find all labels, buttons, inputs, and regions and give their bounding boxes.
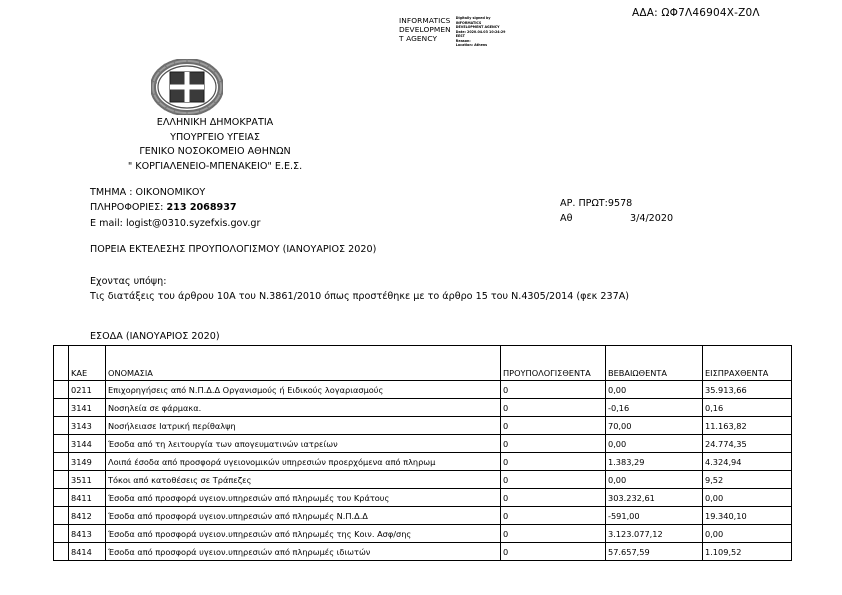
row-spacer (54, 399, 69, 417)
cell-assessed: 0,00 (606, 471, 703, 489)
having-regard-label: Εχοντας υπόψη: (90, 276, 167, 287)
cell-collected: 19.340,10 (703, 507, 792, 525)
signature-detail-line-7: Location: Athens (455, 43, 488, 47)
cell-budgeted: 0 (501, 507, 606, 525)
email-label: E mail: (90, 217, 123, 229)
cell-budgeted: 0 (501, 435, 606, 453)
cell-kae: 0211 (69, 381, 106, 399)
cell-name: Νοσήλειασε Ιατρική περίθαλψη (106, 417, 501, 435)
info-line (90, 200, 260, 215)
row-spacer (54, 525, 69, 543)
organization-heading (0, 116, 430, 174)
row-spacer (54, 471, 69, 489)
table-row (54, 507, 792, 525)
cell-assessed: 57.657,59 (606, 543, 703, 561)
table-caption: ΕΣΟΔΑ (ΙΑΝΟΥΑΡΙΟΣ 2020) (90, 331, 220, 342)
org-line-hospital-name: " ΚΟΡΓΙΑΛΕΝΕΙΟ-ΜΠΕΝΑΚΕΙΟ" Ε.Ε.Σ. (127, 160, 303, 172)
cell-kae: 8411 (69, 489, 106, 507)
coat-of-arms-icon (151, 59, 223, 115)
row-spacer (54, 507, 69, 525)
cell-assessed: 3.123.077,12 (606, 525, 703, 543)
cell-assessed: 303.232,61 (606, 489, 703, 507)
signature-agency-line-2: DEVELOPMEN (399, 25, 451, 35)
cell-name: Επιχορηγήσεις από Ν.Π.Δ.Δ Οργανισμούς ή Ειδικούς λογαριασμούς (106, 381, 501, 399)
cell-budgeted: 0 (501, 417, 606, 435)
row-spacer (54, 453, 69, 471)
table-row (54, 489, 792, 507)
row-spacer (54, 381, 69, 399)
header-spacer (54, 346, 69, 381)
protocol-block (560, 196, 673, 227)
cell-name: Έσοδα από προσφορά υγειον.υπηρεσιών από πληρωμές του Κράτους (106, 489, 501, 507)
cell-budgeted: 0 (501, 525, 606, 543)
cell-collected: 1.109,52 (703, 543, 792, 561)
cell-assessed: 0,00 (606, 381, 703, 399)
info-phone: 213 2068937 (166, 202, 237, 214)
cell-collected: 0,00 (703, 489, 792, 507)
cell-collected: 4.324,94 (703, 453, 792, 471)
cell-collected: 11.163,82 (703, 417, 792, 435)
document-subject: ΠΟΡΕΙΑ ΕΚΤΕΛΕΣΗΣ ΠΡΟΥΠΟΛΟΓΙΣΜΟΥ (ΙΑΝΟΥΑΡΙΟΣ 2020) (90, 244, 377, 255)
cell-assessed: 0,00 (606, 435, 703, 453)
table-row (54, 543, 792, 561)
table-row (54, 399, 792, 417)
cell-collected: 9,52 (703, 471, 792, 489)
table-row (54, 471, 792, 489)
cell-name: Έσοδα από προσφορά υγειον.υπηρεσιών από πληρωμές ιδιωτών (106, 543, 501, 561)
cell-name: Λοιπά έσοδα από προσφορά υγειονομικών υπηρεσιών προερχόμενα από πληρωμ (106, 453, 501, 471)
ada-code: ΑΔΑ: ΩΦ7Λ46904Χ-Ζ0Λ (632, 7, 760, 19)
cell-budgeted: 0 (501, 471, 606, 489)
cell-kae: 8412 (69, 507, 106, 525)
cell-kae: 3511 (69, 471, 106, 489)
header-kae: ΚΑΕ (69, 346, 106, 381)
header-collected: ΕΙΣΠΡΑΧΘΕΝΤΑ (703, 346, 792, 381)
cell-kae: 3141 (69, 399, 106, 417)
header-name: ΟΝΟΜΑΣΙΑ (106, 346, 501, 381)
row-spacer (54, 435, 69, 453)
protocol-date-row (560, 211, 673, 226)
signature-detail-line-5: EEST (455, 34, 465, 38)
table-header-row (54, 346, 792, 381)
digital-signature-stamp (399, 16, 505, 48)
table-row (54, 525, 792, 543)
department-line: ΤΜΗΜΑ : ΟΙΚΟΝΟΜΙΚΟΥ (90, 187, 206, 198)
cell-name: Έσοδα από προσφορά υγειον.υπηρεσιών από πληρωμές της Κοιν. Ασφ/σης (106, 525, 501, 543)
signature-detail-line-3: DEVELOPMENT AGENCY (455, 25, 500, 29)
cell-budgeted: 0 (501, 489, 606, 507)
table-row (54, 381, 792, 399)
contact-block (90, 185, 260, 231)
cell-name: Έσοδα από προσφορά υγειον.υπηρεσιών από πληρωμές Ν.Π.Δ.Δ (106, 507, 501, 525)
cell-kae: 3149 (69, 453, 106, 471)
org-line-hospital: ΓΕΝΙΚΟ ΝΟΣΟΚΟΜΕΙΟ ΑΘΗΝΩΝ (139, 146, 291, 158)
cell-name: Τόκοι από κατοθέσεις σε Τράπεζες (106, 471, 501, 489)
protocol-date: 3/4/2020 (630, 213, 674, 225)
revenue-table-wrapper (53, 345, 769, 561)
cell-kae: 3143 (69, 417, 106, 435)
protocol-city: Αθ (560, 213, 573, 225)
cell-collected: 0,00 (703, 525, 792, 543)
row-spacer (54, 417, 69, 435)
cell-assessed: 1.383,29 (606, 453, 703, 471)
signature-agency-name (399, 16, 451, 44)
cell-budgeted: 0 (501, 399, 606, 417)
cell-assessed: -0,16 (606, 399, 703, 417)
table-header (54, 346, 792, 381)
signature-detail-line-4: Date: 2020.04.03 10:24:29 (455, 29, 506, 34)
cell-collected: 35.913,66 (703, 381, 792, 399)
cell-assessed: -591,00 (606, 507, 703, 525)
signature-detail-line-6: Reason: (455, 38, 471, 43)
signature-detail-line-1: Digitally signed by (455, 16, 491, 20)
org-line-hellenic-republic: ΕΛΛΗΝΙΚΗ ΔΗΜΟΚΡΑΤΙΑ (156, 117, 274, 128)
legal-basis-text: Τις διατάξεις του άρθρου 10Α του Ν.3861/2010 όπως προστέθηκε με το άρθρο 15 του Ν.4305/2014 (φεκ 237Α) (90, 291, 630, 303)
cell-budgeted: 0 (501, 543, 606, 561)
email-value: logist@0310.syzefxis.gov.gr (125, 217, 261, 229)
table-row (54, 435, 792, 453)
cell-name: Νοσηλεία σε φάρμακα. (106, 399, 501, 417)
info-label: ΠΛΗΡΟΦΟΡΙΕΣ: (90, 202, 164, 214)
signature-agency-line-1: INFORMATICS (399, 16, 451, 25)
signature-agency-line-3: T AGENCY (399, 34, 438, 44)
protocol-number: ΑΡ. ΠΡΩΤ:9578 (560, 198, 633, 209)
table-body (54, 381, 792, 561)
row-spacer (54, 543, 69, 561)
header-budgeted: ΠΡΟΥΠΟΛΟΓΙΣΘΕΝΤΑ (501, 346, 606, 381)
cell-collected: 0,16 (703, 399, 792, 417)
cell-kae: 8413 (69, 525, 106, 543)
signature-detail-line-2: INFORMATICS (455, 20, 482, 25)
cell-budgeted: 0 (501, 453, 606, 471)
cell-kae: 8414 (69, 543, 106, 561)
revenue-table (53, 345, 792, 561)
email-line (90, 216, 260, 231)
signature-details (456, 16, 506, 48)
cell-kae: 3144 (69, 435, 106, 453)
cell-collected: 24.774,35 (703, 435, 792, 453)
legal-basis-block (90, 274, 629, 305)
org-line-ministry: ΥΠΟΥΡΓΕΙΟ ΥΓΕΙΑΣ (170, 131, 260, 143)
row-spacer (54, 489, 69, 507)
header-assessed: ΒΕΒΑΙΩΘΕΝΤΑ (606, 346, 703, 381)
cell-assessed: 70,00 (606, 417, 703, 435)
table-row (54, 417, 792, 435)
table-row (54, 453, 792, 471)
cell-name: Έσοδα από τη λειτουργία των απογευματινών ιατρείων (106, 435, 501, 453)
cell-budgeted: 0 (501, 381, 606, 399)
